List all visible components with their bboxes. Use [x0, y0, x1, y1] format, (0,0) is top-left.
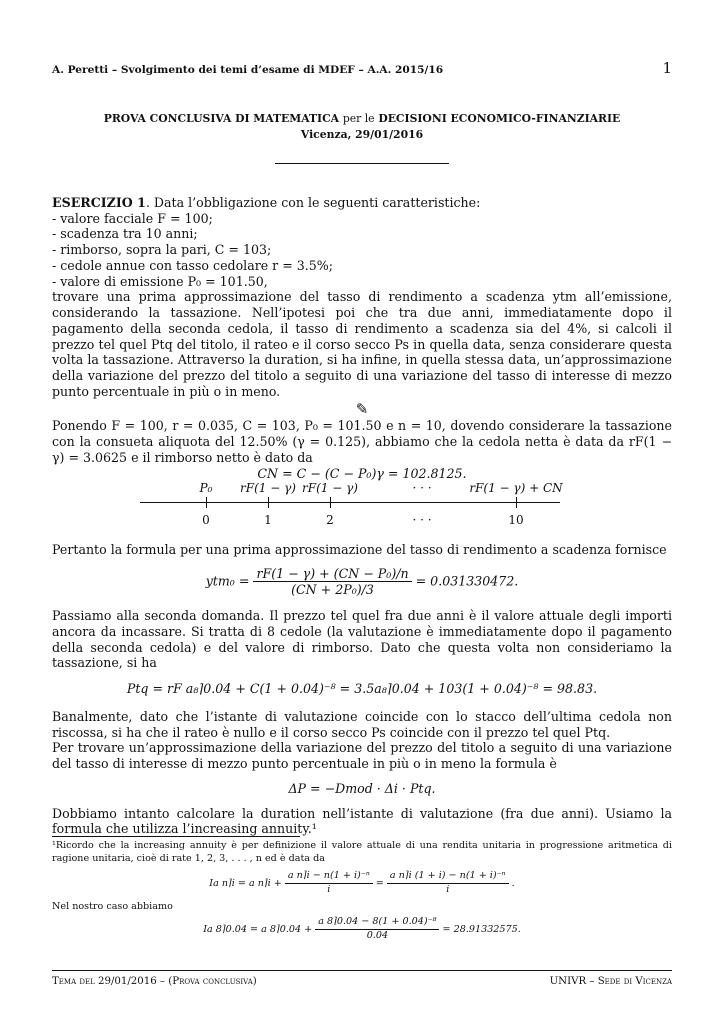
exercise-intro: . Data l’obbligazione con le seguenti caratteristiche:	[145, 195, 481, 210]
fn-eq2-num: a 8⌉0.04 − 8(1 + 0.04)⁻⁸	[315, 916, 439, 930]
equation-ytm	[52, 566, 672, 598]
exercise-question: trovare una prima approssimazione del tasso di rendimento a scadenza ytm all’emissione, considerando la tassazione. Nell’ipotesi poi che tra due anni, immediatamente dopo il pagamento della seconda cedola, il tasso di rendimento a scadenza sia del 4%, si calcoli il prezzo tel quel Ptq del titolo, il rateo e il corso secco Ps in quella data, senza considerare questa volta la tassazione. Attraverso la duration, si ha infine, in quella stessa data, un’approssimazione della variazione del prezzo del titolo a seguito di una variazione del tasso di interesse di mezzo punto percentuale in più o in meno.	[52, 289, 672, 399]
exercise-label: ESERCIZIO 1	[52, 195, 146, 210]
solution-paragraph-5: Per trovare un’approssimazione della variazione del prezzo del titolo a seguito di una variazione del tasso di interesse di mezzo punto percentuale in più o in meno la formula è	[52, 740, 672, 772]
exercise-item: - valore facciale F = 100;	[52, 210, 213, 226]
page-number: 1	[662, 59, 672, 77]
timeline-number: 10	[508, 513, 524, 527]
solution-paragraph-4: Banalmente, dato che l’istante di valutazione coincide con lo stacco dell’ultima cedola non riscossa, si ha che il rateo è nullo e il corso secco Ps coincide con il prezzo tel quel Ptq.	[52, 708, 672, 740]
fn-eq1-frac2	[387, 870, 509, 897]
footer-left: Tema del 29/01/2016 – (Prova conclusiva)	[52, 976, 257, 987]
timeline-tick	[330, 497, 331, 508]
equation-cn: CN = C − (C − P₀)γ = 102.8125.	[257, 465, 467, 481]
footnote-equation-1	[52, 870, 672, 897]
fn-eq1-lhs: Ia n⌉i = a n⌉i +	[209, 877, 282, 889]
fn-eq2-den: 0.04	[366, 929, 389, 941]
fn-eq1-mid: =	[375, 877, 384, 889]
ytm-numerator: rF(1 − γ) + (CN − P₀)/n	[253, 566, 411, 583]
fn-eq1-den2: i	[446, 883, 450, 895]
timeline-axis	[140, 502, 560, 503]
footnote	[52, 840, 672, 943]
timeline-label: rF(1 − γ) + CN	[469, 481, 563, 495]
fn-eq1-end: .	[511, 877, 515, 889]
running-title: A. Peretti – Svolgimento dei temi d’esame di MDEF – A.A. 2015/16	[52, 64, 444, 76]
timeline-label: P₀	[199, 481, 213, 495]
exercise-item: - cedole annue con tasso cedolare r = 3.5%;	[52, 257, 333, 273]
fn-eq1-num2: a n⌉i (1 + i) − n(1 + i)⁻ⁿ	[387, 870, 509, 884]
timeline-tick	[516, 497, 517, 508]
solution-paragraph-2: Pertanto la formula per una prima approssimazione del tasso di rendimento a scadenza fornisce	[52, 542, 667, 557]
ytm-lhs: ytm₀ =	[205, 573, 250, 589]
fn-eq2-frac	[315, 916, 439, 943]
footer-rule	[52, 970, 672, 971]
timeline-tick	[268, 497, 269, 508]
fn-eq1-den1: i	[327, 883, 331, 895]
timeline-label: rF(1 − γ)	[302, 481, 358, 495]
timeline-label: rF(1 − γ)	[240, 481, 296, 495]
timeline-tick	[206, 497, 207, 508]
solution-part-2	[52, 542, 672, 837]
fn-eq2-lhs: Ia 8⌉0.04 = a 8⌉0.04 +	[203, 923, 313, 935]
fn-eq1-frac1	[285, 870, 373, 897]
exam-date: Vicenza, 29/01/2016	[300, 127, 424, 141]
title-part-1: PROVA CONCLUSIVA DI MATEMATICA	[103, 112, 340, 125]
timeline-number: 0	[202, 513, 210, 527]
ytm-rhs: = 0.031330472.	[415, 573, 519, 589]
title-part-3: DECISIONI ECONOMICO-FINANZIARIE	[378, 112, 621, 125]
exam-title	[52, 111, 672, 142]
footnote-text: ¹Ricordo che la increasing annuity è per definizione il valore attuale di una rendita unitaria in progressione aritmetica di ragione unitaria, cioè di rate 1, 2, 3, . . . , n ed è data da	[52, 840, 672, 864]
solution-paragraph-6: Dobbiamo intanto calcolare la duration nell’istante di valutazione (fra due anni). Usiamo la formula che utilizza l’increasing annuity.¹	[52, 805, 672, 837]
footer-right: UNIVR – Sede di Vicenza	[549, 976, 672, 987]
timeline-number: 1	[264, 513, 272, 527]
title-rule	[275, 163, 449, 164]
footnote-text-2: Nel nostro caso abbiamo	[52, 900, 173, 912]
exercise-statement	[52, 195, 672, 481]
pencil-icon: ✎	[355, 399, 369, 418]
exercise-item: - valore di emissione P₀ = 101.50,	[52, 273, 268, 289]
solution-paragraph-1: Ponendo F = 100, r = 0.035, C = 103, P₀ = 101.50 e n = 10, dovendo considerare la tassazione con la consueta aliquota del 12.50% (γ = 0.125), abbiamo che la cedola netta è data da rF(1 − γ) = 3.0625 e il rimborso netto è dato da	[52, 418, 672, 465]
title-part-2: per le	[342, 112, 375, 125]
solution-paragraph-3: Passiamo alla seconda domanda. Il prezzo tel quel fra due anni è il valore attuale degli importi ancora da incassare. Si tratta di 8 cedole (la valutazione è immediatamente dopo il pagamento della seconda cedola) e del valore di rimborso. Dato che questa volta non consideriamo la tassazione, si ha	[52, 608, 672, 671]
running-header	[52, 59, 672, 77]
equation-ptq: Ptq = rF a₈⌉0.04 + C(1 + 0.04)⁻⁸ = 3.5a₈⌉0.04 + 103(1 + 0.04)⁻⁸ = 98.83.	[126, 681, 598, 697]
equation-delta-p: ΔP = −Dmod · Δi · Ptq.	[288, 780, 436, 796]
cashflow-timeline	[140, 481, 590, 531]
fn-eq2-rhs: = 28.91332575.	[442, 923, 521, 935]
ytm-denominator: (CN + 2P₀)/3	[291, 582, 374, 598]
footnote-rule	[52, 836, 300, 837]
footnote-equation-2	[52, 916, 672, 943]
exercise-item: - rimborso, sopra la pari, C = 103;	[52, 242, 272, 258]
timeline-number: · · ·	[412, 513, 432, 527]
ytm-fraction	[253, 566, 411, 598]
exercise-item: - scadenza tra 10 anni;	[52, 226, 198, 242]
timeline-label: · · ·	[412, 481, 432, 495]
timeline-number: 2	[326, 513, 334, 527]
page-footer	[52, 970, 672, 989]
fn-eq1-num1: a n⌉i − n(1 + i)⁻ⁿ	[285, 870, 373, 884]
